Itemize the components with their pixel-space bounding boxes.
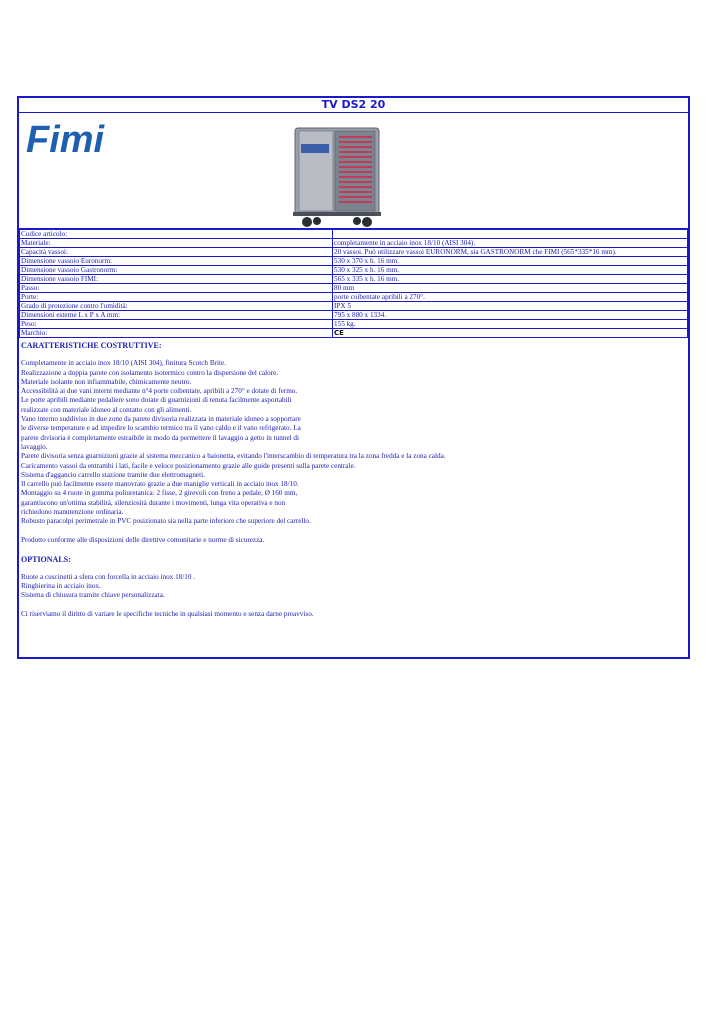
datasheet — [17, 96, 690, 659]
optional-line: Ruote a cuscinetti a sfera con forcella in acciaio inox 18/10 . — [21, 572, 196, 581]
feature-line: garantiscono un'ottima stabilità, silenziosità durante i movimenti, lunga vita operativa e non — [21, 498, 286, 507]
feature-line: Robusto paracolpi perimetrale in PVC posizionato sia nella parte inferiore che superiore del carrello. — [21, 517, 311, 526]
feature-line: Accessibilità ai due vani interni mediante n°4 porte coibentate, apribili a 270° e dotate di fermo. — [21, 387, 298, 396]
feature-line: Vano interno suddiviso in due zone da parete divisoria realizzata in materiale idoneo a sopportare — [21, 415, 301, 424]
feature-line: lavaggio. — [21, 442, 48, 451]
table-row: Passo: 80 mm — [20, 284, 688, 293]
optional-line: Sistema di chiusura tramite chiave personalizzata. — [21, 591, 165, 600]
feature-line: parete divisoria è completamente estraibile in modo da permettere il lavaggio a getto in tunnel di — [21, 433, 300, 442]
table-row: Materiale: completamente in acciaio inox 18/10 (AISI 304). — [20, 239, 688, 248]
table-row: Peso: 155 kg. — [20, 320, 688, 329]
table-row: Codice articolo: — [20, 230, 688, 239]
table-row: Marchio: CE — [20, 329, 688, 338]
specs-table — [19, 229, 688, 338]
table-row: Dimensione vassoio Euronorm: 530 x 370 x h. 16 mm. — [20, 257, 688, 266]
table-row: Dimensione vassoio FIMI: 565 x 335 x h. 16 mm. — [20, 275, 688, 284]
optional-line: Ringhierina in acciaio inox. — [21, 582, 101, 591]
product-photo — [287, 122, 387, 228]
table-row: Grado di protezione contro l'umidità: IPX 5 — [20, 302, 688, 311]
feature-line: Realizzazione a doppia parete con isolamento isotermico contro la dispersione del calore. — [21, 368, 279, 377]
feature-line: realizzate con materiale idoneo al contatto con gli alimenti. — [21, 405, 192, 414]
table-row: Dimensione vassoio Gastronorm: 530 x 325 x h. 16 mm. — [20, 266, 688, 275]
feature-line: Montaggio su 4 ruote in gomma poliuretanica: 2 fisse, 2 girevoli con freno a pedale, Ø 160 mm, — [21, 489, 298, 498]
feature-line: Parete divisoria senza guarnizioni grazie al sistema meccanico a baionetta, evitando l'interscambio di temperatura tra la zona fredda e la zona calda. — [21, 452, 446, 461]
compliance-note: Prodotto conforme alle disposizioni delle direttive comunitarie e norme di sicurezza. — [21, 535, 265, 544]
features-heading: CARATTERISTICHE COSTRUTTIVE: — [21, 341, 162, 350]
feature-line: Sistema d'aggancio carrello stazione tramite due elettromagneti. — [21, 470, 205, 479]
description — [19, 338, 688, 619]
product-title: TV DS2 20 — [19, 98, 688, 113]
feature-line: richiedono manutenzione ordinaria. — [21, 508, 124, 517]
feature-line: le diverse temperature e ad impedire lo scambio termico tra il vano caldo e il vano refrigerato. La — [21, 424, 301, 433]
table-row: Porte: porte coibentate apribili a 270°. — [20, 293, 688, 302]
feature-line: Caricamento vassoi da entrambi i lati, facile e veloce posizionamento grazie alle guide presenti sulla parete centrale. — [21, 461, 356, 470]
table-row: Capacità vassoi: 20 vassoi. Può utilizzare vassoi EURONORM, sia GASTRONORM che FIMI (565*335*16 mm). — [20, 248, 688, 257]
feature-line: Le porte apribili mediante pedaliere sono dotate di guarnizioni di tenuta facilmente asportabili — [21, 396, 292, 405]
table-row: Dimensioni esterne L x P x A mm: 795 x 880 x 1334. — [20, 311, 688, 320]
feature-line: Materiale isolante non infiammabile, chimicamente neutro. — [21, 377, 192, 386]
fimi-logo — [24, 121, 139, 157]
feature-line: Il carrello può facilmente essere manovrato grazie a due maniglie verticali in acciaio inox 18/10. — [21, 480, 299, 489]
feature-line: Completamente in acciaio inox 18/10 (AISI 304), finitura Scotch Brite. — [21, 359, 226, 368]
header-area — [19, 113, 688, 229]
optionals-heading: OPTIONALS: — [21, 554, 71, 564]
disclaimer: Ci riserviamo il diritto di variare le specifiche tecniche in qualsiasi momento e senza darne preavviso. — [21, 610, 314, 619]
svg-text:Fimi: Fimi — [26, 121, 105, 157]
ce-mark: CE — [334, 329, 344, 337]
